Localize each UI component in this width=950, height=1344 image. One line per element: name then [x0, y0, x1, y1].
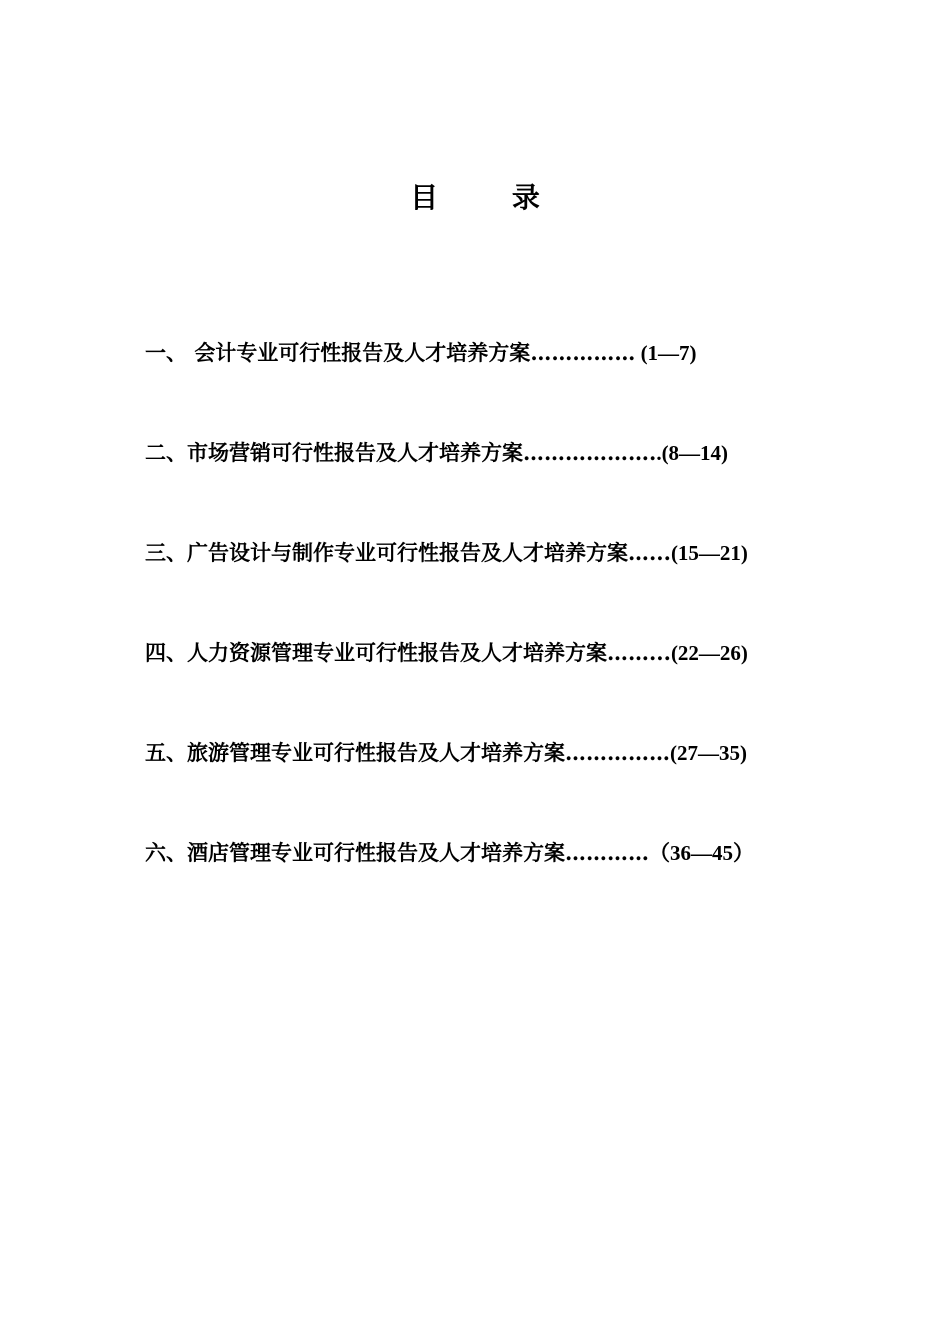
toc-entry-number: 三、 — [145, 540, 187, 565]
toc-entry-5[interactable] — [145, 728, 805, 778]
toc-page-range: （36—45） — [649, 841, 754, 865]
toc-leader-dots: …………… — [530, 340, 636, 365]
toc-entry-title: 市场营销可行性报告及人才培养方案 — [187, 440, 523, 465]
toc-entry-4[interactable] — [145, 628, 805, 678]
toc-leader-dots: ……... — [607, 640, 671, 665]
toc-leader-dots: ………… — [565, 840, 649, 865]
toc-page-range: (22—26) — [670, 641, 748, 665]
table-of-contents — [145, 328, 805, 928]
toc-entry-6[interactable] — [145, 828, 805, 878]
toc-page-range: (27—35) — [670, 741, 747, 765]
toc-entry-2[interactable] — [145, 428, 805, 478]
toc-page-range: (15—21) — [670, 541, 748, 565]
toc-leader-dots: ………………. — [523, 440, 657, 465]
page-title: 目 录 — [410, 181, 572, 214]
toc-entry-3[interactable] — [145, 528, 805, 578]
toc-entry-number: 五、 — [145, 740, 187, 765]
toc-entry-number: 二、 — [145, 440, 187, 465]
toc-entry-title: 广告设计与制作专业可行性报告及人才培养方案 — [187, 540, 628, 565]
toc-entry-number: 六、 — [145, 840, 187, 865]
toc-entry-title: 会计专业可行性报告及人才培养方案 — [194, 340, 531, 365]
toc-leader-dots: …... — [628, 540, 671, 565]
toc-page-range: .(8—14) — [656, 441, 729, 465]
toc-entry-title: 酒店管理专业可行性报告及人才培养方案 — [187, 840, 565, 865]
toc-page-range: (1—7) — [635, 341, 697, 365]
toc-leader-dots: …………… — [565, 740, 670, 765]
toc-entry-title: 旅游管理专业可行性报告及人才培养方案 — [187, 740, 565, 765]
toc-entry-number: 一、 — [145, 340, 195, 365]
toc-entry-1[interactable] — [145, 328, 805, 378]
toc-entry-number: 四、 — [145, 640, 187, 665]
toc-entry-title: 人力资源管理专业可行性报告及人才培养方案 — [187, 640, 607, 665]
